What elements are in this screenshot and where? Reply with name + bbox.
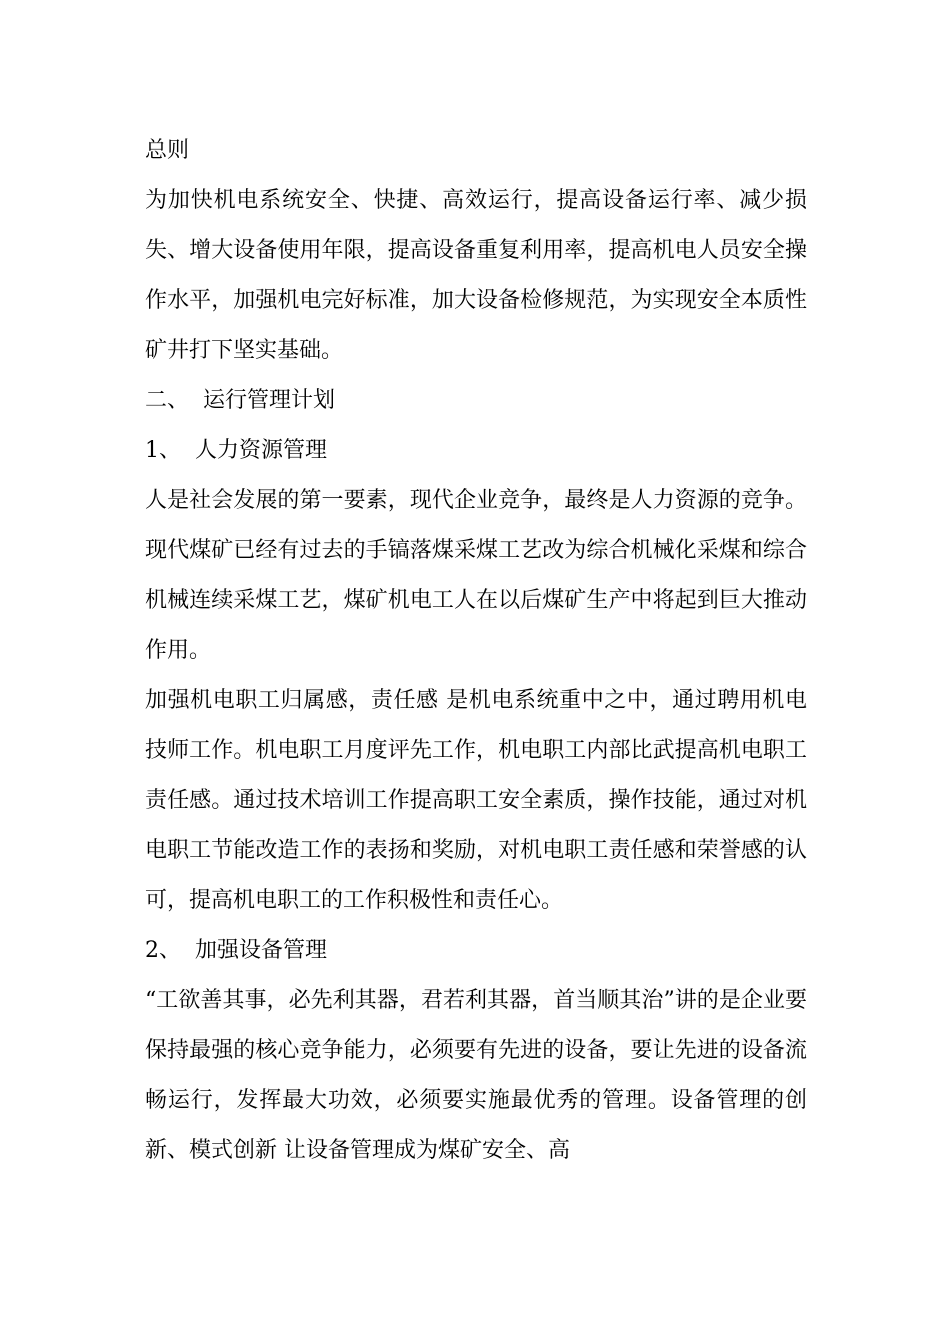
human-resources-paragraph-2: 加强机电职工归属感，责任感 是机电系统重中之中，通过聘用机电技师工作。机电职工月度评先工作，机电职工内部比武提高机电职工责任感。通过技术培训工作提高职工安全素质，操作技能，通过对机电职工节能改造工作的表扬和奖励，对机电职工责任感和荣誉感的认可，提高机电职工的工作积极性和责任心。	[145, 688, 807, 913]
subsection-heading-human-resources: 1、 人力资源管理	[145, 438, 327, 463]
document-page	[145, 126, 807, 1176]
document-title: 总则	[145, 138, 190, 163]
section-heading-operation-plan: 二、 运行管理计划	[145, 388, 335, 413]
intro-paragraph: 为加快机电系统安全、快捷、高效运行，提高设备运行率、减少损失、增大设备使用年限，提高设备重复利用率，提高机电人员安全操作水平，加强机电完好标准，加大设备检修规范，为实现安全本质性矿井打下坚实基础。	[145, 188, 807, 363]
equipment-management-paragraph-1: “工欲善其事，必先利其器，君若利其器，首当顺其治”讲的是企业要保持最强的核心竞争能力，必须要有先进的设备，要让先进的设备流畅运行，发挥最大功效，必须要实施最优秀的管理。设备管理的创新、模式创新 让设备管理成为煤矿安全、高	[145, 988, 807, 1163]
human-resources-paragraph-1: 人是社会发展的第一要素，现代企业竞争，最终是人力资源的竞争。现代煤矿已经有过去的手镐落煤采煤工艺改为综合机械化采煤和综合机械连续采煤工艺，煤矿机电工人在以后煤矿生产中将起到巨大推动作用。	[145, 488, 807, 663]
subsection-heading-equipment-management: 2、 加强设备管理	[145, 938, 327, 963]
